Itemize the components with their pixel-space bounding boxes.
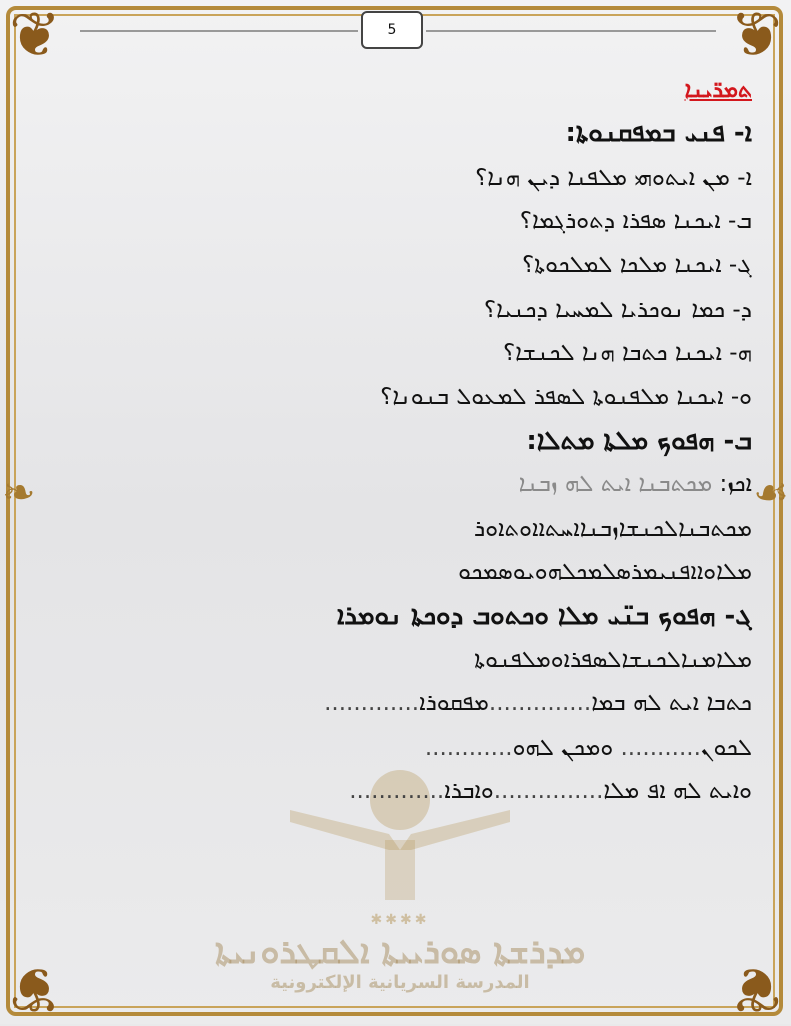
corner-ornament-icon: ❦ (730, 0, 782, 71)
example-row (519, 471, 752, 497)
fill-blank-3: ܘܐܝܬ ܠܗ ܐܦ ܡܠܐ...............ܘܐܒܪܐ............. (349, 778, 752, 804)
question-5: ܗ- ܐܝܟܢܐ ܟܬܒܐ ܗܢܐ ܠܟܢܫܐ؟ (502, 340, 752, 366)
example-label: ܐܟܙ: (719, 471, 752, 497)
watermark-syriac-title: ܡܕܪܫܬܐ ܣܘܪܝܝܬܐ ܐܠܩܛܪܘܢܝܬܐ (214, 932, 586, 972)
exercise-title: ܬܡܪ̈ܝܢܐ (684, 78, 752, 103)
jumbled-line-a: ܡܟܬܒܢܐܠܟܢܫܐܙܒܢܐܐܚܬܐܐܘܬܐܘܪ (474, 516, 752, 542)
question-1: ܐ- ܡܢ ܐܝܬܘܗܝ ܡܠܦܢܐ ܕܝܢ ܗܢܐ؟ (475, 165, 752, 191)
example-text: ܡܟܬܒܢܐ ܐܝܬ ܠܗ ܙܒܢܐ (518, 471, 713, 497)
corner-ornament-icon: ❦ (9, 953, 61, 1026)
side-ornament-icon: ❧ (2, 470, 36, 516)
question-3: ܓ- ܐܝܟܢܐ ܡܠܟܐ ܠܡܠܟܘܬܐ؟ (521, 252, 752, 278)
side-ornament-icon: ☙ (753, 470, 789, 516)
word-bank-line: ܡܠܐܡܢܐܠܟܢܫܐܠܣܦܪܐܘܡܠܦܢܘܬܐ (474, 647, 752, 673)
section1-heading: ܐ- ܦܢܝ ܒܡܦܩܢܘܬܐ: (565, 118, 752, 148)
watermark-arabic-title: المدرسة السريانية الإلكترونية (270, 972, 530, 993)
jumbled-line-b: ܡܠܐܘܐܐܦܢܝܡܪܣܠܡܟܠܗܘܝܘܣܡܟܘ (458, 559, 752, 585)
section2-heading: ܒ- ܗܦܘܟ ܡܠܬܐ ܡܬܠܐ: (526, 426, 752, 456)
watermark-stars: ✱✱✱✱ (370, 912, 430, 928)
header-rule (426, 30, 716, 32)
corner-ornament-icon: ❦ (9, 0, 61, 71)
question-4: ܕ- ܟܡܐ ܢܘܟܪܝܐ ܠܡܚܝܐ ܕܟܢܝܐ؟ (483, 297, 752, 323)
fill-blank-1: ܟܬܒܐ ܐܝܬ ܠܗ ܒܡܐ..............ܡܦܩܘܪܐ............. (324, 690, 752, 716)
fill-blank-2: ܠܟܘܢ........... ܘܡܟܢ ܠܗܘ............ (424, 735, 752, 761)
question-2: ܒ- ܐܝܟܢܐ ܣܦܪܐ ܕܬܘܪܓܡܐ؟ (519, 208, 752, 234)
header-rule (80, 30, 358, 32)
section3-heading: ܓ- ܗܦܘܟ ܒܢ̈ܝ ܡܠܐ ܘܟܬܘܒ ܕܘܟܬܐ ܢܘܡܪܐ (336, 601, 752, 631)
page-number: 5 (361, 11, 423, 49)
corner-ornament-icon: ❦ (730, 953, 782, 1026)
question-6: ܘ- ܐܝܟܢܐ ܡܠܦܢܘܬܐ ܠܣܦܪ ܠܡܥܘܠ ܒܢܘܢܐ؟ (380, 384, 752, 410)
school-watermark (190, 770, 610, 1000)
